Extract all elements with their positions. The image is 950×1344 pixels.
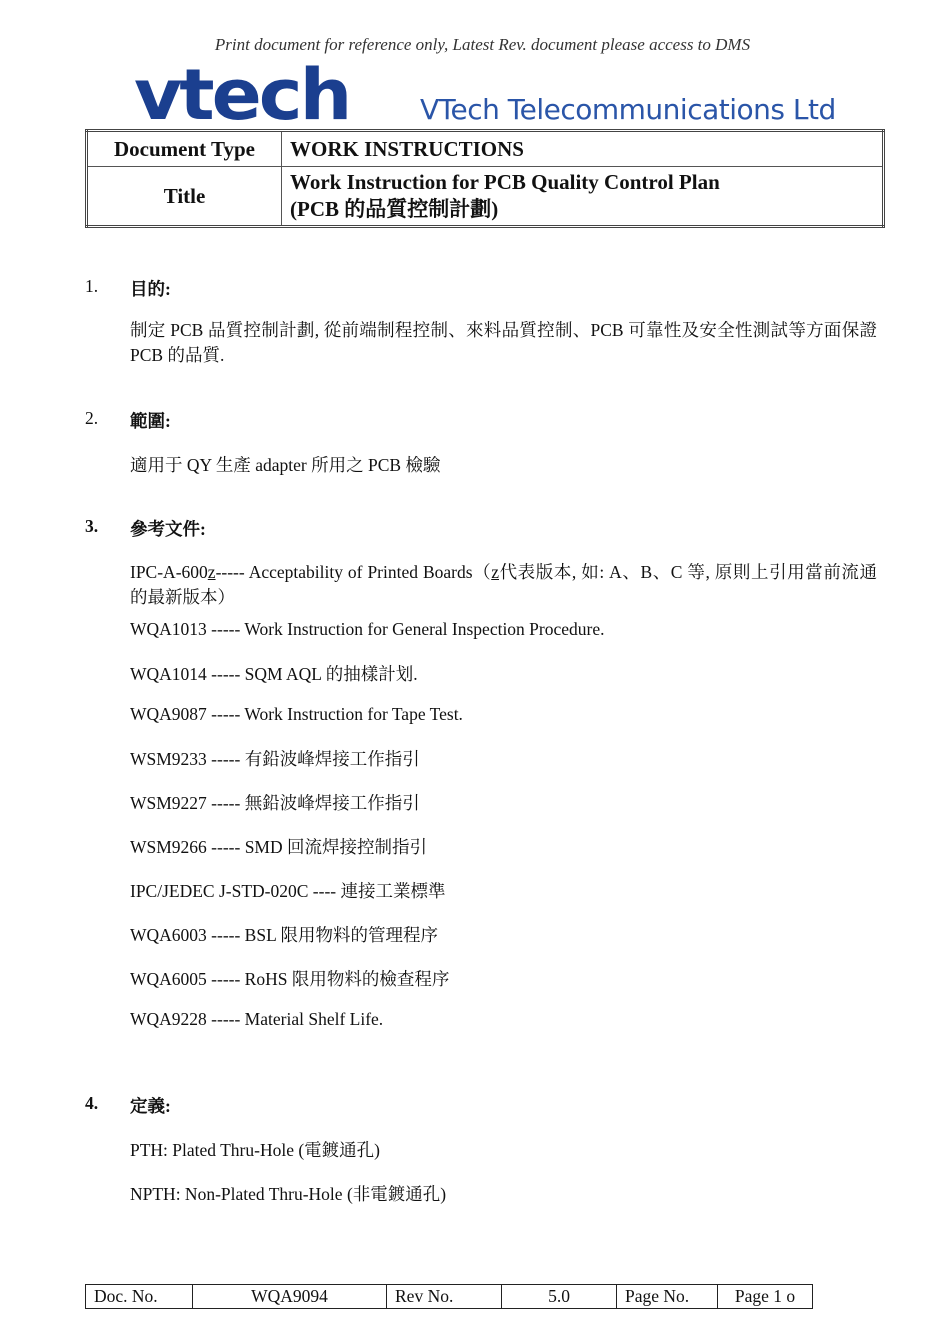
doc-type-value: WORK INSTRUCTIONS [282,131,884,167]
vtech-logo: vtech [134,54,350,136]
section-heading: 範圍: [130,411,171,431]
doc-type-label: Document Type [87,131,282,167]
title-value [282,167,884,227]
ipc-version-note: 代表版本, 如: A、B、C 等, 原則上引用當前流通的最新版本） [130,562,878,607]
definition-item: NPTH: Non-Plated Thru-Hole (非電鍍通孔) [130,1184,447,1204]
section-number: 2. [85,408,99,428]
section-number: 3. [85,516,99,536]
scope-text: 適用于 QY 生產 adapter 所用之 PCB 檢驗 [130,455,441,475]
reference-item: WQA1014 ----- SQM AQL 的抽樣計划. [130,664,418,684]
ipc-prefix: IPC-A-600 [130,562,208,582]
reference-ipc-a-600 [130,560,877,610]
definition-item: PTH: Plated Thru-Hole (電鍍通孔) [130,1140,380,1160]
title-line-2: (PCB 的品質控制計劃) [290,197,499,221]
doc-no-label: Doc. No. [86,1285,193,1309]
document-footer-table [85,1284,813,1309]
section-heading: 定義: [130,1096,171,1116]
doc-no-value: WQA9094 [193,1285,387,1309]
section-number: 1. [85,276,99,296]
page-no-label: Page No. [617,1285,718,1309]
reference-item: WQA6005 ----- RoHS 限用物料的檢查程序 [130,969,450,989]
document-header-table [85,129,885,228]
reference-item: WQA1013 ----- Work Instruction for General Inspection Procedure. [130,619,605,639]
section-number: 4. [85,1093,99,1113]
section-heading: 參考文件: [130,519,206,539]
page-no-value: Page 1 o [718,1285,813,1309]
reference-item: WSM9233 ----- 有鉛波峰焊接工作指引 [130,749,420,769]
print-notice: Print document for reference only, Latest Rev. document please access to DMS [214,35,751,54]
reference-item: WQA6003 ----- BSL 限用物料的管理程序 [130,925,439,945]
purpose-text: 制定 PCB 品質控制計劃, 從前端制程控制、來料品質控制、PCB 可靠性及安全性測試等方面保證 PCB 的品質. [130,320,877,365]
ipc-version-z-note: z [491,562,499,582]
company-name: VTech Telecommunications Ltd [420,93,836,126]
rev-no-label: Rev No. [387,1285,502,1309]
reference-item: WSM9266 ----- SMD 回流焊接控制指引 [130,837,428,857]
title-line-1: Work Instruction for PCB Quality Control Plan [290,170,720,194]
reference-item: WQA9087 ----- Work Instruction for Tape Test. [130,704,463,724]
ipc-version-z: z [207,562,216,582]
rev-no-value: 5.0 [502,1285,617,1309]
title-label: Title [87,167,282,227]
ipc-description: ----- Acceptability of Printed Boards（ [215,562,492,582]
section-heading: 目的: [130,279,171,299]
reference-item: WQA9228 ----- Material Shelf Life. [130,1009,384,1029]
reference-item: IPC/JEDEC J-STD-020C ---- 連接工業標準 [130,881,446,901]
reference-item: WSM9227 ----- 無鉛波峰焊接工作指引 [130,793,420,813]
